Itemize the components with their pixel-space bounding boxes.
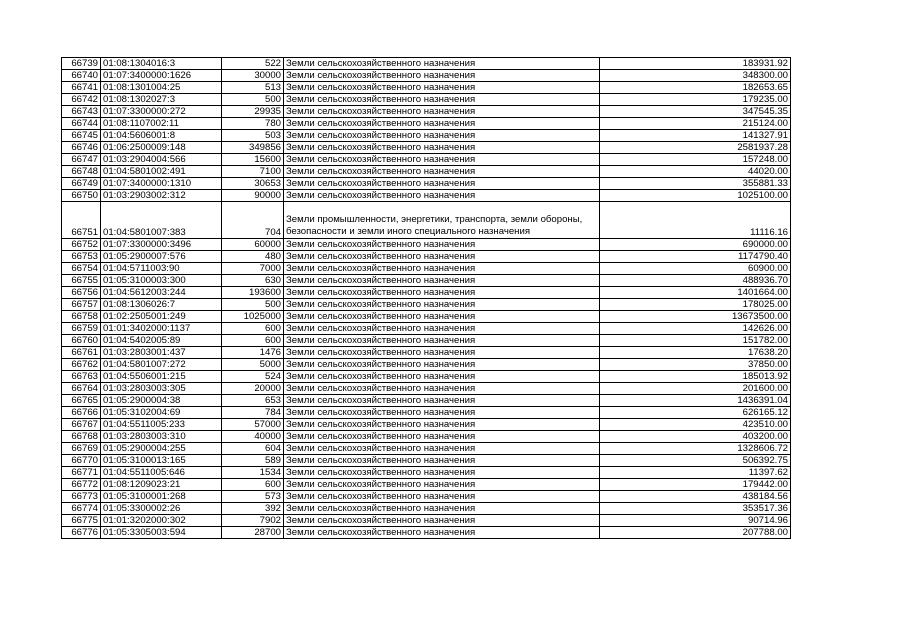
area-cell: 780 [222,118,284,130]
cadastral-number-cell: 01:05:3100013:165 [101,455,222,467]
cadastral-number-cell: 01:05:3102004:69 [101,407,222,419]
table-row [62,70,791,82]
land-category-cell: Земли сельскохозяйственного назначения [284,395,600,407]
row-number-cell: 66760 [62,335,101,347]
cadastral-number-cell: 01:05:3100003:300 [101,275,222,287]
row-number-cell: 66755 [62,275,101,287]
area-cell: 784 [222,407,284,419]
area-cell: 600 [222,479,284,491]
table-row [62,383,791,395]
table-row [62,443,791,455]
area-cell: 600 [222,335,284,347]
row-number-cell: 66768 [62,431,101,443]
table-row [62,154,791,166]
area-cell: 40000 [222,431,284,443]
cadastral-value-cell: 141327.91 [600,130,791,142]
area-cell: 90000 [222,190,284,202]
land-category-cell: Земли сельскохозяйственного назначения [284,311,600,323]
land-category-cell: Земли сельскохозяйственного назначения [284,251,600,263]
row-number-cell: 66761 [62,347,101,359]
land-category-cell: Земли сельскохозяйственного назначения [284,287,600,299]
cadastral-number-cell: 01:03:2803003:305 [101,383,222,395]
cadastral-number-cell: 01:05:3305003:594 [101,527,222,539]
table-row [62,455,791,467]
cadastral-value-cell: 353517.36 [600,503,791,515]
cadastral-value-cell: 157248.00 [600,154,791,166]
area-cell: 500 [222,94,284,106]
cadastral-number-cell: 01:04:5801007:383 [101,202,222,239]
cadastral-value-cell: 403200.00 [600,431,791,443]
area-cell: 513 [222,82,284,94]
area-cell: 573 [222,491,284,503]
table-row [62,431,791,443]
land-category-cell: Земли сельскохозяйственного назначения [284,275,600,287]
cadastral-number-cell: 01:07:3400000:1310 [101,178,222,190]
land-category-cell: Земли сельскохозяйственного назначения [284,118,600,130]
cadastral-value-cell: 182653.65 [600,82,791,94]
land-category-cell: Земли сельскохозяйственного назначения [284,503,600,515]
area-cell: 60000 [222,239,284,251]
table-row [62,347,791,359]
row-number-cell: 66769 [62,443,101,455]
row-number-cell: 66745 [62,130,101,142]
cadastral-number-cell: 01:03:2903002:312 [101,190,222,202]
row-number-cell: 66740 [62,70,101,82]
row-number-cell: 66746 [62,142,101,154]
cadastral-value-table [61,57,791,539]
cadastral-number-cell: 01:04:5506001:215 [101,371,222,383]
cadastral-number-cell: 01:04:5606001:8 [101,130,222,142]
cadastral-number-cell: 01:02:2505001:249 [101,311,222,323]
land-category-cell: Земли промышленности, энергетики, транспорта, земли обороны, безопасности и земли иного специального назначения [284,202,600,239]
cadastral-number-cell: 01:05:2900004:255 [101,443,222,455]
cadastral-value-cell: 626165.12 [600,407,791,419]
cadastral-value-cell: 183931.92 [600,58,791,70]
cadastral-number-cell: 01:08:1209023:21 [101,479,222,491]
area-cell: 604 [222,443,284,455]
cadastral-value-cell: 423510.00 [600,419,791,431]
table-row [62,178,791,190]
cadastral-value-cell: 44020.00 [600,166,791,178]
area-cell: 29935 [222,106,284,118]
table-row [62,503,791,515]
land-category-cell: Земли сельскохозяйственного назначения [284,347,600,359]
land-category-cell: Земли сельскохозяйственного назначения [284,94,600,106]
cadastral-number-cell: 01:04:5612003:244 [101,287,222,299]
cadastral-value-cell: 1025100.00 [600,190,791,202]
cadastral-value-cell: 207788.00 [600,527,791,539]
cadastral-number-cell: 01:04:5711003:90 [101,263,222,275]
row-number-cell: 66772 [62,479,101,491]
area-cell: 28700 [222,527,284,539]
cadastral-value-cell: 355881.33 [600,178,791,190]
cadastral-number-cell: 01:07:3400000:1626 [101,70,222,82]
land-category-cell: Земли сельскохозяйственного назначения [284,239,600,251]
land-category-cell: Земли сельскохозяйственного назначения [284,371,600,383]
cadastral-value-cell: 1401664.00 [600,287,791,299]
table-body [62,58,791,539]
cadastral-value-cell: 2581937.28 [600,142,791,154]
cadastral-value-cell: 142626.00 [600,323,791,335]
cadastral-number-cell: 01:04:5801002:491 [101,166,222,178]
cadastral-value-cell: 215124.00 [600,118,791,130]
table-row [62,299,791,311]
table-row [62,130,791,142]
row-number-cell: 66753 [62,251,101,263]
area-cell: 7000 [222,263,284,275]
row-number-cell: 66739 [62,58,101,70]
table-row [62,311,791,323]
area-cell: 392 [222,503,284,515]
cadastral-value-cell: 690000.00 [600,239,791,251]
table-row [62,323,791,335]
area-cell: 349856 [222,142,284,154]
cadastral-number-cell: 01:03:2803003:310 [101,431,222,443]
table-row [62,58,791,70]
cadastral-number-cell: 01:05:3100001:268 [101,491,222,503]
table-row [62,395,791,407]
row-number-cell: 66762 [62,359,101,371]
cadastral-number-cell: 01:03:2803001:437 [101,347,222,359]
row-number-cell: 66774 [62,503,101,515]
cadastral-value-cell: 13673500.00 [600,311,791,323]
land-category-cell: Земли сельскохозяйственного назначения [284,419,600,431]
cadastral-number-cell: 01:05:2900007:576 [101,251,222,263]
cadastral-number-cell: 01:07:3300000:3496 [101,239,222,251]
row-number-cell: 66743 [62,106,101,118]
table-row [62,202,791,239]
land-category-cell: Земли сельскохозяйственного назначения [284,443,600,455]
cadastral-number-cell: 01:08:1304016:3 [101,58,222,70]
land-category-cell: Земли сельскохозяйственного назначения [284,407,600,419]
cadastral-number-cell: 01:05:3300002:26 [101,503,222,515]
land-category-cell: Земли сельскохозяйственного назначения [284,335,600,347]
cadastral-value-cell: 179235.00 [600,94,791,106]
row-number-cell: 66767 [62,419,101,431]
area-cell: 1534 [222,467,284,479]
cadastral-value-cell: 347545.35 [600,106,791,118]
cadastral-value-cell: 11116.16 [600,202,791,239]
land-category-cell: Земли сельскохозяйственного назначения [284,359,600,371]
row-number-cell: 66747 [62,154,101,166]
land-category-cell: Земли сельскохозяйственного назначения [284,154,600,166]
row-number-cell: 66770 [62,455,101,467]
land-category-cell: Земли сельскохозяйственного назначения [284,130,600,142]
area-cell: 15600 [222,154,284,166]
cadastral-number-cell: 01:08:1302027:3 [101,94,222,106]
table-row [62,491,791,503]
cadastral-number-cell: 01:04:5801007:272 [101,359,222,371]
row-number-cell: 66758 [62,311,101,323]
cadastral-value-cell: 178025.00 [600,299,791,311]
land-category-cell: Земли сельскохозяйственного назначения [284,527,600,539]
row-number-cell: 66741 [62,82,101,94]
table-row [62,142,791,154]
cadastral-value-cell: 348300.00 [600,70,791,82]
area-cell: 630 [222,275,284,287]
land-category-cell: Земли сельскохозяйственного назначения [284,479,600,491]
table-row [62,479,791,491]
table-row [62,82,791,94]
land-category-cell: Земли сельскохозяйственного назначения [284,166,600,178]
table-row [62,371,791,383]
table-row [62,335,791,347]
area-cell: 1476 [222,347,284,359]
land-category-cell: Земли сельскохозяйственного назначения [284,190,600,202]
table-row [62,419,791,431]
cadastral-value-cell: 179442.00 [600,479,791,491]
land-category-cell: Земли сельскохозяйственного назначения [284,383,600,395]
cadastral-number-cell: 01:07:3300000:272 [101,106,222,118]
table-row [62,239,791,251]
cadastral-value-cell: 1174790.40 [600,251,791,263]
table-row [62,275,791,287]
area-cell: 5000 [222,359,284,371]
row-number-cell: 66776 [62,527,101,539]
land-category-cell: Земли сельскохозяйственного назначения [284,70,600,82]
area-cell: 500 [222,299,284,311]
cadastral-value-cell: 11397.62 [600,467,791,479]
area-cell: 480 [222,251,284,263]
cadastral-value-cell: 60900.00 [600,263,791,275]
cadastral-value-sheet [61,57,790,539]
row-number-cell: 66764 [62,383,101,395]
land-category-cell: Земли сельскохозяйственного назначения [284,515,600,527]
table-row [62,106,791,118]
cadastral-value-cell: 438184.56 [600,491,791,503]
area-cell: 30000 [222,70,284,82]
area-cell: 522 [222,58,284,70]
row-number-cell: 66756 [62,287,101,299]
table-row [62,467,791,479]
row-number-cell: 66754 [62,263,101,275]
land-category-cell: Земли сельскохозяйственного назначения [284,431,600,443]
area-cell: 193600 [222,287,284,299]
area-cell: 653 [222,395,284,407]
cadastral-value-cell: 37850.00 [600,359,791,371]
row-number-cell: 66751 [62,202,101,239]
cadastral-value-cell: 506392.75 [600,455,791,467]
land-category-cell: Земли сельскохозяйственного назначения [284,299,600,311]
row-number-cell: 66750 [62,190,101,202]
cadastral-number-cell: 01:04:5402005:89 [101,335,222,347]
cadastral-number-cell: 01:05:2900004:38 [101,395,222,407]
table-row [62,190,791,202]
table-row [62,94,791,106]
land-category-cell: Земли сельскохозяйственного назначения [284,263,600,275]
row-number-cell: 66742 [62,94,101,106]
cadastral-number-cell: 01:08:1301004:25 [101,82,222,94]
cadastral-value-cell: 17638.20 [600,347,791,359]
cadastral-number-cell: 01:04:5511005:646 [101,467,222,479]
land-category-cell: Земли сельскохозяйственного назначения [284,323,600,335]
table-row [62,287,791,299]
area-cell: 704 [222,202,284,239]
land-category-cell: Земли сельскохозяйственного назначения [284,491,600,503]
land-category-cell: Земли сельскохозяйственного назначения [284,467,600,479]
row-number-cell: 66744 [62,118,101,130]
area-cell: 20000 [222,383,284,395]
area-cell: 524 [222,371,284,383]
cadastral-number-cell: 01:08:1306026:7 [101,299,222,311]
row-number-cell: 66749 [62,178,101,190]
area-cell: 7100 [222,166,284,178]
table-row [62,515,791,527]
cadastral-value-cell: 1436391.04 [600,395,791,407]
cadastral-number-cell: 01:01:3202000:302 [101,515,222,527]
area-cell: 30653 [222,178,284,190]
cadastral-number-cell: 01:04:5511005:233 [101,419,222,431]
area-cell: 600 [222,323,284,335]
land-category-cell: Земли сельскохозяйственного назначения [284,106,600,118]
row-number-cell: 66765 [62,395,101,407]
table-row [62,251,791,263]
table-row [62,118,791,130]
row-number-cell: 66748 [62,166,101,178]
row-number-cell: 66766 [62,407,101,419]
area-cell: 503 [222,130,284,142]
table-row [62,527,791,539]
row-number-cell: 66757 [62,299,101,311]
row-number-cell: 66773 [62,491,101,503]
table-row [62,359,791,371]
cadastral-number-cell: 01:06:2500009:148 [101,142,222,154]
row-number-cell: 66771 [62,467,101,479]
land-category-cell: Земли сельскохозяйственного назначения [284,455,600,467]
cadastral-value-cell: 201600.00 [600,383,791,395]
cadastral-value-cell: 90714.96 [600,515,791,527]
area-cell: 589 [222,455,284,467]
table-row [62,263,791,275]
row-number-cell: 66759 [62,323,101,335]
cadastral-value-cell: 1328606.72 [600,443,791,455]
cadastral-value-cell: 185013.92 [600,371,791,383]
table-row [62,166,791,178]
land-category-cell: Земли сельскохозяйственного назначения [284,82,600,94]
land-category-cell: Земли сельскохозяйственного назначения [284,142,600,154]
cadastral-value-cell: 488936.70 [600,275,791,287]
row-number-cell: 66775 [62,515,101,527]
land-category-cell: Земли сельскохозяйственного назначения [284,178,600,190]
area-cell: 7902 [222,515,284,527]
row-number-cell: 66752 [62,239,101,251]
cadastral-number-cell: 01:01:3402000:1137 [101,323,222,335]
cadastral-number-cell: 01:08:1107002:11 [101,118,222,130]
area-cell: 1025000 [222,311,284,323]
cadastral-number-cell: 01:03:2904004:566 [101,154,222,166]
table-row [62,407,791,419]
cadastral-value-cell: 151782.00 [600,335,791,347]
land-category-cell: Земли сельскохозяйственного назначения [284,58,600,70]
row-number-cell: 66763 [62,371,101,383]
area-cell: 57000 [222,419,284,431]
